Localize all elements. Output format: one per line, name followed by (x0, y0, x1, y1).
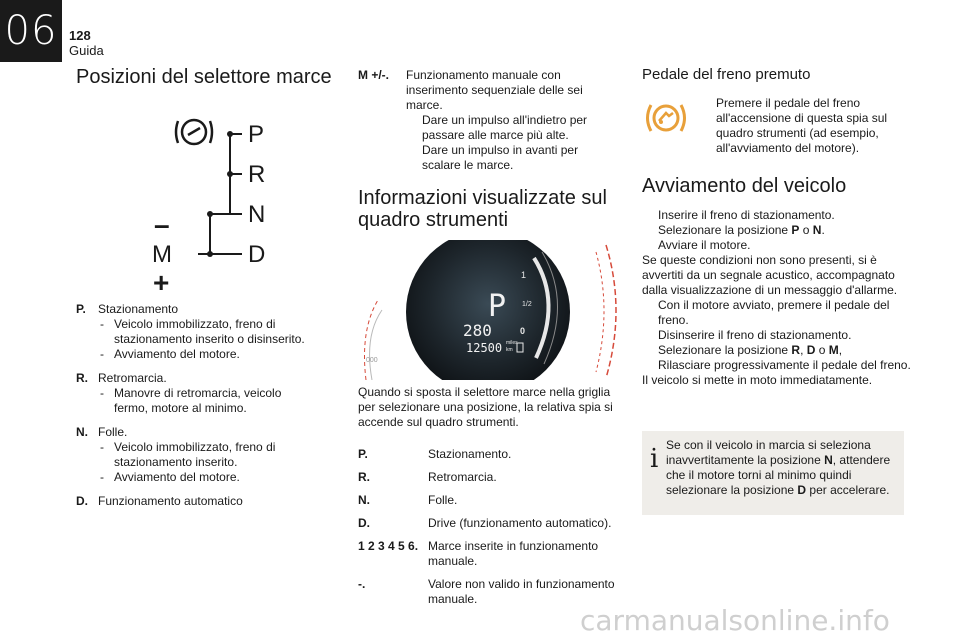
gear-label-plus: + (153, 267, 170, 297)
bullet-icon (642, 238, 658, 253)
bullet-icon (642, 343, 658, 358)
brake-pedal-instruction: Premere il pedale del freno all'accensione di questa spia sul quadro strumenti (ad esempio, all'avviamento del motore). (700, 96, 900, 156)
bullet-icon (642, 208, 658, 223)
gear-label-d: D (248, 241, 266, 268)
instrument-cluster-image (358, 240, 620, 380)
info-box (642, 431, 904, 515)
list-item: D. Funzionamento automatico (76, 494, 243, 508)
list-item: R. Retromarcia. - Manovre di retromarcia, veicolo fermo, motore al minimo. (76, 371, 282, 415)
watermark: carmanualsonline.info (580, 604, 890, 637)
chapter-number: 06 (0, 0, 62, 62)
bullet-icon (642, 223, 658, 238)
bullet-icon (642, 298, 658, 328)
list-item: P. Stazionamento. (358, 447, 512, 461)
gear-positions-title: Posizioni del selettore marce (76, 66, 332, 88)
gear-label-n: N (248, 201, 266, 228)
steering-wheel-icon (176, 120, 212, 144)
gear-label-m: M (152, 241, 172, 268)
page-number: 128 (69, 28, 91, 43)
info-icon: i (650, 444, 659, 474)
warning-paragraph: Se queste condizioni non sono presenti, si è avvertiti da un segnale acustico, accompagnato dalla visualizzazione di un messaggio d'allarme. (642, 253, 898, 297)
brake-pedal-warning-icon (645, 101, 687, 135)
list-item: -. Valore non valido in funzionamento manuale. (358, 577, 615, 606)
list-item: N. Folle. (358, 493, 458, 507)
result-paragraph: Il veicolo si mette in moto immediatamente. (642, 373, 873, 387)
list-item: P. Stazionamento - Veicolo immobilizzato, freno di stazionamento inserito o disinserito. - Avviamento del motore. (76, 302, 305, 361)
speed-readout: 280 (463, 321, 492, 340)
gear-label-r: R (248, 161, 266, 188)
bullet-icon (406, 113, 422, 143)
gauge-label-0: 0 (520, 326, 526, 336)
bullet-icon (700, 96, 716, 156)
cluster-info-title: Informazioni visualizzate sul quadro strumenti (358, 187, 607, 231)
bullet-icon (642, 328, 658, 343)
info-text: Se con il veicolo in marcia si seleziona inavvertitamente la posizione N, attendere che il motore torni al minimo quindi selezionare la posizione D per accelerare. (666, 438, 891, 497)
bullet-icon (406, 143, 422, 173)
section-name: Guida (69, 43, 104, 58)
vehicle-start-title: Avviamento del veicolo (642, 175, 847, 197)
vehicle-start-steps: Inserire il freno di stazionamento. Selezionare la posizione P o N. Avviare il motore. Se queste condizioni non sono presenti, si è avvertiti da un segnale acustico, accompagnato dalla visualizzazione di un messaggio d'allarme. Con il motore avviato, premere il pedale del freno. Disinserire il freno di stazionamento. Selezionare la posizione R, D o M, Rilasciare progressivamente il pedale del freno. Il veicolo si mette in moto immediatamente. (642, 208, 911, 387)
unit-miles: miles (506, 340, 518, 346)
gauge-label-1: 1 (521, 270, 527, 280)
gear-label-p: P (248, 121, 265, 148)
gear-positions-list (76, 302, 306, 518)
unit-km: km (506, 347, 513, 353)
gear-label-minus: – (154, 209, 170, 240)
list-item: 1 2 3 4 5 6. Marce inserite in funzionamento manuale. (358, 539, 599, 568)
gear-indicator: P (488, 289, 507, 324)
list-item: R. Retromarcia. (358, 470, 497, 484)
manual-mode-description: M +/-. Funzionamento manuale con inserimento sequenziale delle sei marce. Dare un impulso all'indietro per passare alle marce più alte. Dare un impulso in avanti per scalare le marce. (358, 68, 588, 172)
cluster-paragraph: Quando si sposta il selettore marce nella griglia per selezionare una posizione, la relativa spia si accende sul quadro strumenti. (358, 385, 613, 429)
list-item: D. Drive (funzionamento automatico). (358, 516, 612, 530)
gauge-label-half: 1/2 (522, 301, 532, 308)
cluster-indications-list (358, 447, 620, 615)
gear-selector-diagram (150, 112, 280, 297)
list-item: N. Folle. - Veicolo immobilizzato, freno di stazionamento inserito. - Avviamento del motore. (76, 425, 276, 484)
bullet-icon (642, 358, 658, 373)
small-readout: 000 (366, 357, 378, 364)
brake-pedal-title: Pedale del freno premuto (642, 66, 811, 83)
odometer-readout: 12500 (466, 341, 503, 355)
